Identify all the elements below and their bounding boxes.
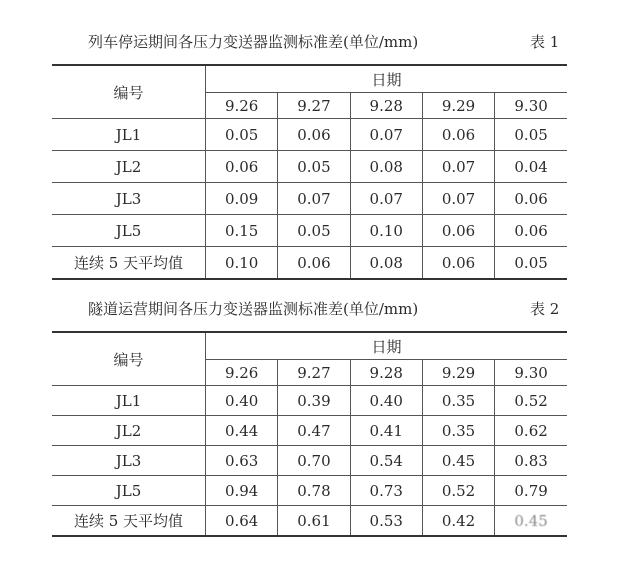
table1-date: 9.29 (422, 93, 494, 119)
cell-value: 0.45 (495, 506, 567, 537)
cell-value: 0.05 (278, 215, 350, 247)
row-id: JL1 (52, 119, 206, 151)
cell-value: 0.70 (278, 446, 350, 476)
table2-id-header: 编号 (52, 332, 206, 386)
cell-value: 0.94 (206, 476, 278, 506)
cell-value: 0.73 (350, 476, 422, 506)
row-id: JL5 (52, 215, 206, 247)
cell-value: 0.52 (422, 476, 494, 506)
table1-date: 9.27 (278, 93, 350, 119)
table-row (52, 476, 567, 506)
cell-value: 0.05 (495, 119, 567, 151)
cell-value: 0.07 (422, 151, 494, 183)
cell-value: 0.35 (422, 416, 494, 446)
table-row (52, 119, 567, 151)
cell-value: 0.40 (206, 386, 278, 416)
cell-value: 0.61 (278, 506, 350, 537)
cell-value: 0.10 (350, 215, 422, 247)
cell-value: 0.06 (206, 151, 278, 183)
cell-value: 0.06 (422, 247, 494, 280)
cell-value: 0.10 (206, 247, 278, 280)
table2-date: 9.28 (350, 360, 422, 386)
table1-caption (0, 29, 641, 55)
cell-value: 0.05 (278, 151, 350, 183)
table2-date: 9.26 (206, 360, 278, 386)
cell-value: 0.41 (350, 416, 422, 446)
cell-value: 0.07 (278, 183, 350, 215)
cell-value: 0.47 (278, 416, 350, 446)
cell-value: 0.79 (495, 476, 567, 506)
row-id: JL3 (52, 446, 206, 476)
table1-date: 9.28 (350, 93, 422, 119)
row-id: JL2 (52, 151, 206, 183)
table2-date-header: 日期 (206, 332, 568, 360)
cell-value: 0.83 (495, 446, 567, 476)
cell-value: 0.44 (206, 416, 278, 446)
cell-value: 0.06 (495, 215, 567, 247)
cell-value: 0.06 (422, 215, 494, 247)
cell-value: 0.05 (206, 119, 278, 151)
row-id: JL1 (52, 386, 206, 416)
cell-value: 0.45 (422, 446, 494, 476)
table-row (52, 151, 567, 183)
table2-title: 隧道运营期间各压力变送器监测标准差(单位/mm) (88, 300, 419, 318)
table2 (52, 331, 567, 537)
cell-value: 0.05 (495, 247, 567, 280)
table-row (52, 446, 567, 476)
cell-value: 0.06 (495, 183, 567, 215)
cell-value: 0.06 (422, 119, 494, 151)
cell-value: 0.39 (278, 386, 350, 416)
row-id: 连续 5 天平均值 (52, 506, 206, 537)
cell-value: 0.06 (278, 247, 350, 280)
cell-value: 0.07 (350, 183, 422, 215)
cell-value: 0.15 (206, 215, 278, 247)
table1-id-header: 编号 (52, 65, 206, 119)
cell-value: 0.42 (422, 506, 494, 537)
table2-caption (0, 296, 641, 322)
cell-value: 0.06 (278, 119, 350, 151)
table2-date: 9.29 (422, 360, 494, 386)
row-id: JL5 (52, 476, 206, 506)
table-row (52, 215, 567, 247)
cell-value: 0.08 (350, 247, 422, 280)
cell-value: 0.07 (422, 183, 494, 215)
table-row (52, 416, 567, 446)
table-row (52, 247, 567, 280)
row-id: JL3 (52, 183, 206, 215)
cell-value: 0.35 (422, 386, 494, 416)
table1-header-row (52, 65, 567, 93)
table-row (52, 506, 567, 537)
table2-header-row (52, 332, 567, 360)
table2-date: 9.27 (278, 360, 350, 386)
cell-value: 0.54 (350, 446, 422, 476)
cell-value: 0.52 (495, 386, 567, 416)
table1 (52, 64, 567, 280)
table-row (52, 386, 567, 416)
cell-value: 0.53 (350, 506, 422, 537)
table1-date: 9.30 (495, 93, 567, 119)
cell-value: 0.78 (278, 476, 350, 506)
table1-date: 9.26 (206, 93, 278, 119)
table1-title: 列车停运期间各压力变送器监测标准差(单位/mm) (88, 33, 419, 51)
cell-value: 0.07 (350, 119, 422, 151)
cell-value: 0.09 (206, 183, 278, 215)
cell-value: 0.08 (350, 151, 422, 183)
table1-number: 表 1 (530, 33, 560, 51)
table1-date-header: 日期 (206, 65, 568, 93)
cell-value: 0.63 (206, 446, 278, 476)
table2-date: 9.30 (495, 360, 567, 386)
table2-number: 表 2 (530, 300, 560, 318)
row-id: 连续 5 天平均值 (52, 247, 206, 280)
cell-value: 0.64 (206, 506, 278, 537)
cell-value: 0.62 (495, 416, 567, 446)
cell-value: 0.40 (350, 386, 422, 416)
table-row (52, 183, 567, 215)
cell-value: 0.04 (495, 151, 567, 183)
row-id: JL2 (52, 416, 206, 446)
